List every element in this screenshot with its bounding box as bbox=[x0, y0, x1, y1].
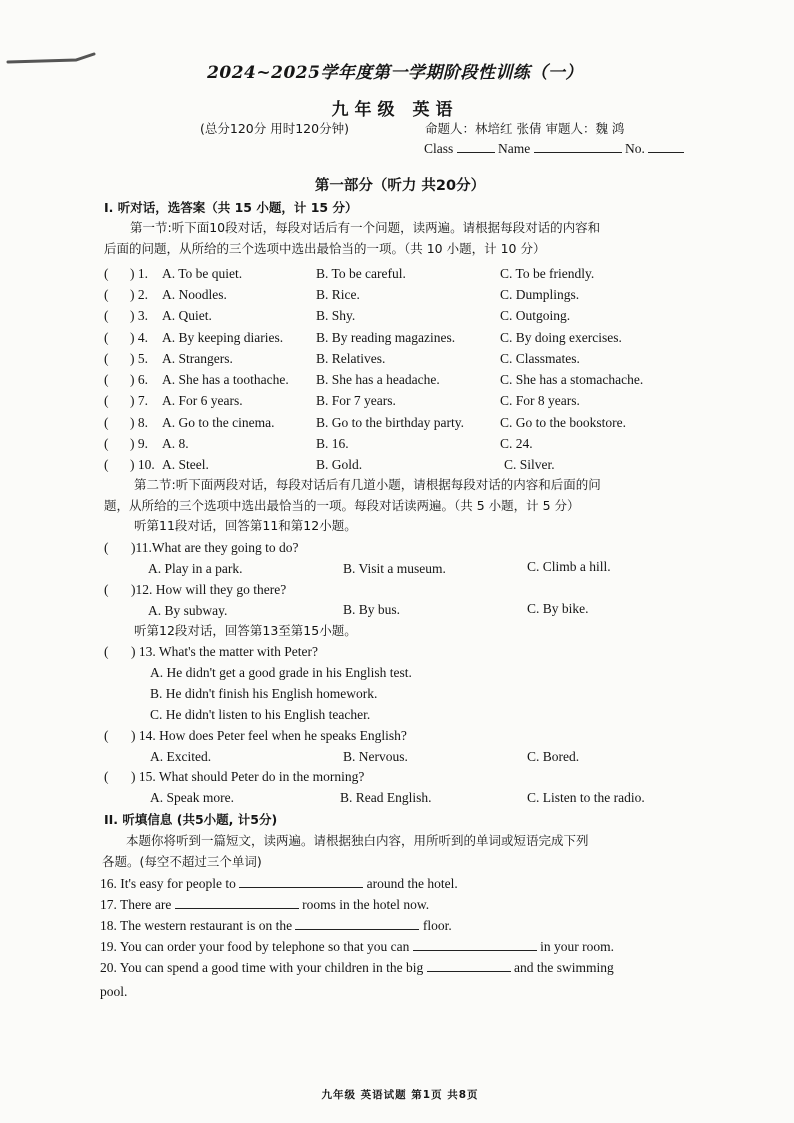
option-c: C. He didn't listen to his English teacher. bbox=[150, 707, 371, 722]
fill-question-17 bbox=[100, 896, 429, 914]
option-c: C. Listen to the radio. bbox=[527, 790, 645, 805]
section1-intro-line2: 后面的问题，从所给的三个选项中选出最恰当的一项。（共 10 小题，计 10 分） bbox=[104, 241, 546, 256]
question-number: ) 6. bbox=[130, 372, 148, 387]
question-number: ) 9. bbox=[130, 436, 148, 451]
question-text-after: and the swimming bbox=[513, 960, 614, 975]
student-info-row bbox=[424, 140, 684, 158]
fill-question-19 bbox=[100, 938, 614, 956]
option-b: B. By bus. bbox=[343, 602, 401, 617]
page-footer: 九年级 英语试题 第1页 共8页 bbox=[321, 1089, 479, 1101]
option-a: A. Quiet. bbox=[162, 308, 212, 323]
answer-blank[interactable] bbox=[239, 875, 363, 888]
section3-title: II. 听填信息 (共5小题, 计5分) bbox=[104, 812, 278, 827]
section1-intro-line1: 第一节:听下面10段对话，每段对话后有一个问题，读两遍。请根据每段对话的内容和 bbox=[130, 220, 601, 235]
question-text-after: in your room. bbox=[540, 939, 614, 954]
option-a: A. Noodles. bbox=[162, 287, 227, 302]
class-blank[interactable] bbox=[457, 140, 495, 153]
question-number: ) 4. bbox=[130, 330, 148, 345]
answer-bracket[interactable]: ( bbox=[104, 540, 109, 555]
question-text-after: rooms in the hotel now. bbox=[302, 897, 430, 912]
question-stem: ) 14. How does Peter feel when he speaks English? bbox=[131, 728, 407, 743]
option-b: B. Shy. bbox=[316, 308, 356, 323]
section3-intro-line2: 各题。(每空不超过三个单词) bbox=[102, 854, 262, 869]
option-c: C. By bike. bbox=[527, 601, 589, 616]
answer-bracket[interactable]: ( bbox=[104, 266, 109, 281]
section2-intro-line1: 第二节:听下面两段对话，每段对话后有几道小题，请根据每段对话的内容和后面的问 bbox=[134, 477, 601, 492]
answer-blank[interactable] bbox=[295, 917, 419, 930]
pen-scratch-mark bbox=[6, 52, 98, 66]
fill-question-18 bbox=[100, 917, 452, 935]
answer-blank[interactable] bbox=[427, 959, 511, 972]
question-text-before: The western restaurant is on the bbox=[120, 918, 293, 933]
option-c: C. Go to the bookstore. bbox=[500, 415, 626, 430]
section1-instructions bbox=[104, 217, 704, 259]
question-number: ) 10. bbox=[130, 457, 155, 472]
option-a: A. 8. bbox=[162, 436, 189, 451]
option-a: A. Play in a park. bbox=[148, 561, 243, 576]
option-b: B. Read English. bbox=[340, 790, 432, 805]
option-c: C. Bored. bbox=[527, 749, 580, 764]
option-b: B. Rice. bbox=[316, 287, 360, 302]
question-number: ) 8. bbox=[130, 415, 148, 430]
option-c: C. Outgoing. bbox=[500, 308, 571, 323]
section1-title: I. 听对话，选答案（共 15 小题，计 15 分） bbox=[104, 200, 358, 215]
option-a: A. To be quiet. bbox=[162, 266, 243, 281]
option-a: A. Speak more. bbox=[150, 790, 234, 805]
option-a: A. By subway. bbox=[148, 603, 228, 618]
question-number: 18. bbox=[100, 918, 117, 933]
option-a: A. Go to the cinema. bbox=[162, 415, 275, 430]
question-number: 16. bbox=[100, 876, 117, 891]
exam-title: 2024~2025学年度第一学期阶段性训练（一） bbox=[207, 63, 583, 83]
option-a: A. Strangers. bbox=[162, 351, 233, 366]
option-b: B. Go to the birthday party. bbox=[316, 415, 464, 430]
section3-intro-line1: 本题你将听到一篇短文，读两遍。请根据独白内容，用所听到的单词或短语完成下列 bbox=[126, 833, 589, 848]
option-c: C. Silver. bbox=[504, 457, 555, 472]
answer-bracket[interactable]: ( bbox=[104, 415, 109, 430]
section2-intro-line2: 题，从所给的三个选项中选出最恰当的一项。每段对话读两遍。（共 5 小题，计 5 分） bbox=[104, 498, 580, 513]
name-label: Name bbox=[498, 141, 531, 156]
answer-bracket[interactable]: ( bbox=[104, 436, 109, 451]
answer-bracket[interactable]: ( bbox=[104, 728, 109, 743]
answer-bracket[interactable]: ( bbox=[104, 308, 109, 323]
option-a: A. For 6 years. bbox=[162, 393, 243, 408]
option-b: B. For 7 years. bbox=[316, 393, 396, 408]
answer-bracket[interactable]: ( bbox=[104, 457, 109, 472]
answer-bracket[interactable]: ( bbox=[104, 393, 109, 408]
option-a: A. He didn't get a good grade in his English test. bbox=[150, 665, 412, 680]
answer-blank[interactable] bbox=[413, 938, 537, 951]
question-number: ) 1. bbox=[130, 266, 148, 281]
score-info: (总分120分 用时120分钟) bbox=[200, 121, 349, 136]
question-text-before: You can spend a good time with your children in the big bbox=[119, 960, 424, 975]
option-b: B. Gold. bbox=[316, 457, 363, 472]
option-b: B. Visit a museum. bbox=[343, 561, 446, 576]
answer-bracket[interactable]: ( bbox=[104, 351, 109, 366]
fill-question-20-tail: pool. bbox=[100, 984, 128, 999]
question-text-after: floor. bbox=[422, 918, 452, 933]
question-number: ) 2. bbox=[130, 287, 148, 302]
fill-question-16 bbox=[100, 875, 458, 893]
question-stem: )11.What are they going to do? bbox=[131, 540, 299, 555]
question-stem: ) 13. What's the matter with Peter? bbox=[131, 644, 319, 659]
class-label: Class bbox=[424, 141, 454, 156]
option-c: C. By doing exercises. bbox=[500, 330, 622, 345]
answer-bracket[interactable]: ( bbox=[104, 644, 109, 659]
exam-subtitle: 九年级 英语 bbox=[331, 100, 459, 120]
answer-bracket[interactable]: ( bbox=[104, 582, 109, 597]
option-c: C. Climb a hill. bbox=[527, 559, 611, 574]
option-c: C. For 8 years. bbox=[500, 393, 580, 408]
answer-bracket[interactable]: ( bbox=[104, 372, 109, 387]
option-b: B. Nervous. bbox=[343, 749, 408, 764]
name-blank[interactable] bbox=[534, 140, 622, 153]
answer-bracket[interactable]: ( bbox=[104, 769, 109, 784]
option-a: A. She has a toothache. bbox=[162, 372, 289, 387]
question-number: ) 3. bbox=[130, 308, 148, 323]
no-blank[interactable] bbox=[648, 140, 684, 153]
question-stem: )12. How will they go there? bbox=[131, 582, 287, 597]
option-a: A. Steel. bbox=[162, 457, 209, 472]
section3-instructions bbox=[102, 830, 702, 872]
question-number: ) 7. bbox=[130, 393, 148, 408]
question-stem: ) 15. What should Peter do in the morning? bbox=[131, 769, 365, 784]
dialog11-note: 听第11段对话，回答第11和第12小题。 bbox=[134, 518, 357, 533]
option-c: C. To be friendly. bbox=[500, 266, 595, 281]
question-text-after: around the hotel. bbox=[366, 876, 458, 891]
section2-instructions bbox=[104, 474, 704, 516]
option-a: A. By keeping diaries. bbox=[162, 330, 284, 345]
option-c: C. She has a stomachache. bbox=[500, 372, 644, 387]
part1-heading: 第一部分（听力 共20分） bbox=[314, 178, 486, 194]
option-b: B. 16. bbox=[316, 436, 349, 451]
fill-question-20 bbox=[100, 959, 614, 977]
question-text-before: It's easy for people to bbox=[120, 876, 236, 891]
option-b: B. By reading magazines. bbox=[316, 330, 456, 345]
question-text-before: You can order your food by telephone so that you can bbox=[119, 939, 410, 954]
question-number: 17. bbox=[100, 897, 117, 912]
question-number: 19. bbox=[100, 939, 117, 954]
option-b: B. She has a headache. bbox=[316, 372, 440, 387]
dialog12-note: 听第12段对话，回答第13至第15小题。 bbox=[134, 623, 357, 638]
option-c: C. Classmates. bbox=[500, 351, 580, 366]
answer-bracket[interactable]: ( bbox=[104, 287, 109, 302]
answer-blank[interactable] bbox=[175, 896, 299, 909]
option-c: C. Dumplings. bbox=[500, 287, 580, 302]
option-a: A. Excited. bbox=[150, 749, 212, 764]
question-number: ) 5. bbox=[130, 351, 148, 366]
answer-bracket[interactable]: ( bbox=[104, 330, 109, 345]
option-b: B. To be careful. bbox=[316, 266, 406, 281]
question-number: 20. bbox=[100, 960, 117, 975]
question-text-before: There are bbox=[120, 897, 172, 912]
authors-info: 命题人：林培红 张倩 审题人：魏 鸿 bbox=[425, 121, 625, 136]
option-c: C. 24. bbox=[500, 436, 533, 451]
option-b: B. Relatives. bbox=[316, 351, 386, 366]
no-label: No. bbox=[625, 141, 645, 156]
option-b: B. He didn't finish his English homework. bbox=[150, 686, 378, 701]
